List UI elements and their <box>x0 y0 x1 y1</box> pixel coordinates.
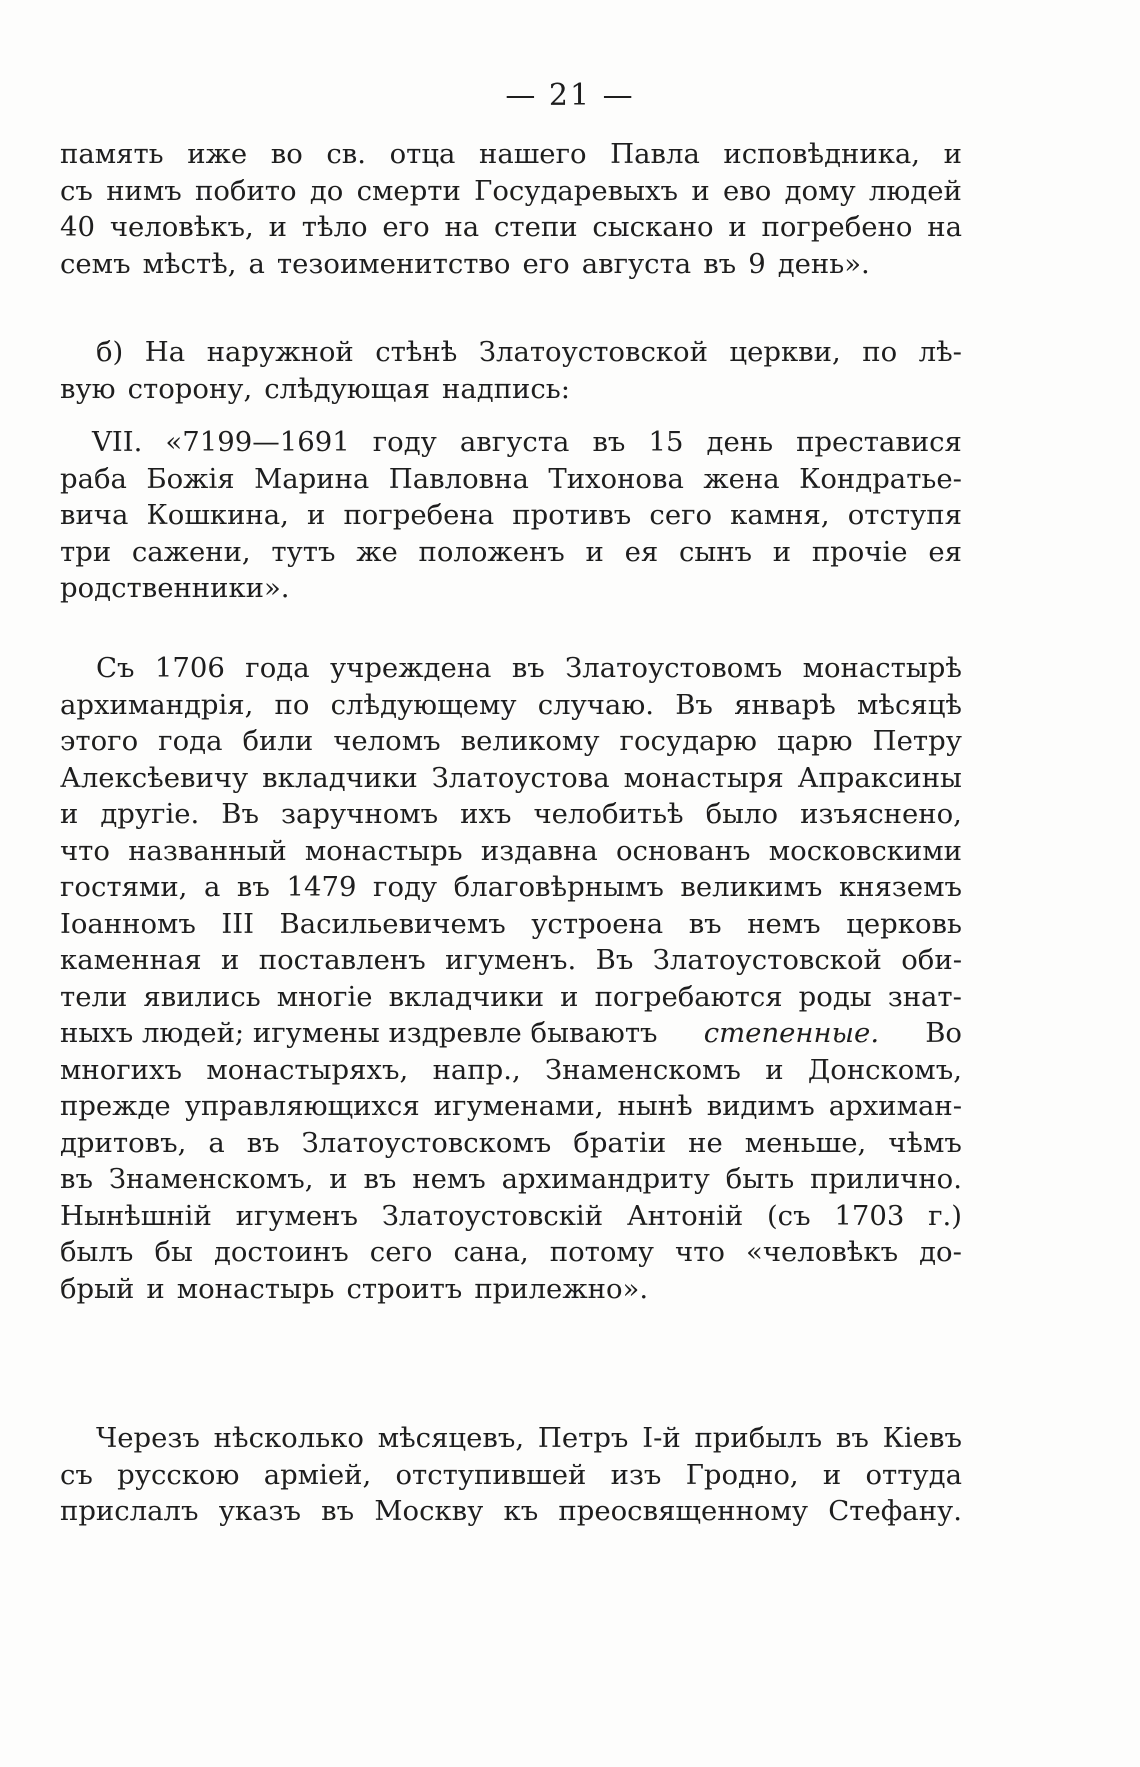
word: достоинъ <box>213 1236 349 1268</box>
word: прибылъ <box>694 1422 823 1454</box>
paragraph-1 <box>60 136 962 282</box>
word: сана, <box>453 1236 529 1268</box>
word: и <box>146 1272 165 1305</box>
word: оттуда <box>865 1458 962 1491</box>
word: 15 <box>648 426 684 458</box>
word: жена <box>703 462 780 495</box>
word: отца <box>389 138 456 170</box>
word: чѣмъ <box>888 1126 962 1159</box>
word: отступившей <box>395 1458 587 1491</box>
word: строитъ <box>346 1272 463 1305</box>
word: государю <box>619 725 757 757</box>
word: изъ <box>610 1458 662 1491</box>
word: сего <box>649 499 713 531</box>
word: быть <box>725 1163 795 1195</box>
word: года <box>245 652 310 684</box>
word: Антоній <box>626 1199 744 1232</box>
text-line <box>60 371 962 408</box>
word: Знаменскомъ <box>545 1053 741 1086</box>
word: церковь <box>846 907 962 940</box>
word: и <box>329 1163 348 1195</box>
word: и <box>221 944 240 976</box>
word: родственники». <box>60 572 290 604</box>
word: устроена <box>531 907 664 940</box>
word: и <box>822 1458 842 1491</box>
text-line <box>60 833 962 870</box>
word: челомъ <box>333 725 441 757</box>
word: Петру <box>872 725 962 757</box>
word: семъ <box>60 247 131 280</box>
word: раба <box>60 462 127 495</box>
text-line <box>60 534 962 571</box>
word: вую <box>60 372 116 405</box>
word: Кондратье- <box>799 462 962 495</box>
word: Знаменскомъ, <box>108 1163 314 1195</box>
word: архиман- <box>828 1090 962 1122</box>
word: Златоустовомъ <box>565 652 783 684</box>
word: сажени, <box>131 535 251 568</box>
word: основанъ <box>616 834 751 867</box>
word: гостями, <box>60 871 188 903</box>
word: братіи <box>573 1126 667 1159</box>
word: г.) <box>928 1199 962 1232</box>
word: его <box>382 211 430 243</box>
word: было <box>705 798 779 830</box>
word: потому <box>549 1236 654 1268</box>
word: нѣсколько <box>213 1422 364 1454</box>
word: и <box>307 499 326 531</box>
text-line <box>60 650 962 687</box>
word: ея <box>928 535 962 568</box>
word: челобитьѣ <box>533 798 684 830</box>
word: нашего <box>479 138 587 170</box>
word: били <box>242 725 314 757</box>
word: и <box>60 798 79 830</box>
word: отступя <box>847 499 962 531</box>
word: стѣнѣ <box>375 336 458 368</box>
word: и <box>560 980 579 1013</box>
word: тутъ <box>271 535 336 568</box>
word: русскою <box>117 1458 240 1491</box>
word: августа <box>459 426 570 458</box>
word: многихъ <box>60 1053 183 1086</box>
word: игуменами, <box>433 1090 604 1122</box>
word: сторону, <box>127 372 253 405</box>
text-line <box>60 497 962 534</box>
word: этого <box>60 725 139 757</box>
word: лѣ- <box>918 336 962 368</box>
text-line <box>60 246 962 283</box>
word: знат- <box>887 980 962 1013</box>
word: Москву <box>374 1495 484 1527</box>
word: въ <box>688 907 722 940</box>
text-line <box>60 760 962 797</box>
word: немъ <box>412 1163 486 1195</box>
word: по <box>274 688 310 721</box>
text-line <box>60 869 962 906</box>
word: Алексѣевичу <box>60 761 249 794</box>
word: Въ <box>595 944 634 976</box>
word: прислалъ <box>60 1495 199 1527</box>
word: архимандрія, <box>60 688 254 721</box>
word: году <box>373 871 438 903</box>
word: въ <box>835 1422 869 1454</box>
word: Златоустовской <box>652 944 882 976</box>
word: а <box>203 871 221 903</box>
word: игуменъ <box>235 1199 358 1232</box>
word: прежде <box>60 1090 171 1122</box>
word: Васильевичемъ <box>279 907 506 940</box>
word: церкви, <box>729 336 841 368</box>
word: въ <box>321 1495 355 1527</box>
word: монастыряхъ, <box>206 1053 409 1086</box>
word: ево <box>722 174 772 207</box>
text-line <box>60 796 962 833</box>
word: великому <box>460 725 600 757</box>
word: III <box>221 907 255 940</box>
word: противъ <box>512 499 632 531</box>
text-line <box>60 570 962 607</box>
text-segment: ныхъ людей; игумены издревле бываютъ <box>60 1017 658 1049</box>
word: человѣкъ, <box>109 211 254 243</box>
word: вича <box>60 499 129 531</box>
word: смерти <box>356 174 461 207</box>
word: издавна <box>480 834 598 867</box>
word: I-й <box>642 1422 681 1454</box>
word: и <box>728 211 747 243</box>
word: тели <box>60 980 128 1013</box>
word: погребено <box>761 211 913 243</box>
word: немъ <box>747 907 821 940</box>
text-line <box>60 942 962 979</box>
word: до- <box>919 1236 962 1268</box>
word: явились <box>143 980 261 1013</box>
word: Божія <box>146 462 235 495</box>
text-line <box>60 1234 962 1271</box>
word: изъяснено, <box>800 798 962 830</box>
text-line <box>60 906 962 943</box>
word: нынѣ <box>617 1090 693 1122</box>
word: царю <box>776 725 853 757</box>
word: архимандриту <box>501 1163 710 1195</box>
word: Златоустовской <box>478 336 708 368</box>
word: На <box>144 336 186 368</box>
word: великимъ <box>680 871 823 903</box>
word: и <box>268 211 287 243</box>
word: въ <box>511 652 545 684</box>
word: года <box>158 725 223 757</box>
word: нимъ <box>106 174 182 207</box>
word: погребаются <box>594 980 783 1013</box>
word: княземъ <box>838 871 962 903</box>
text-segment: Во <box>925 1017 962 1049</box>
word: Въ <box>221 798 259 830</box>
word: и <box>943 138 962 170</box>
word: Златоустовскій <box>381 1199 604 1232</box>
word: мѣсяцѣ <box>857 688 962 721</box>
italic-word: степенные. <box>703 1017 880 1049</box>
word: (съ <box>766 1199 811 1232</box>
word: многіе <box>276 980 373 1013</box>
word: въ <box>703 247 737 280</box>
word: погребена <box>343 499 495 531</box>
word: и <box>765 1053 784 1086</box>
word: съ <box>60 174 93 207</box>
word: благовѣрнымъ <box>453 871 664 903</box>
word: въ <box>60 1163 93 1195</box>
text-line-with-italic <box>60 1015 962 1052</box>
word: преставися <box>796 426 962 458</box>
word: августа <box>581 247 692 280</box>
word: сыскано <box>592 211 714 243</box>
word: году <box>372 426 437 458</box>
word: въ <box>363 1163 397 1195</box>
word: до <box>309 174 344 207</box>
word: Кошкина, <box>146 499 289 531</box>
word: и <box>691 174 710 207</box>
paragraph-4 <box>60 650 962 1307</box>
word: вкладчики <box>262 761 418 794</box>
word: прилично. <box>810 1163 962 1195</box>
word: «человѣкъ <box>746 1236 899 1268</box>
word: день». <box>777 247 870 280</box>
word: 1479 <box>286 871 357 903</box>
word: монастыря <box>623 761 784 794</box>
word: случаю. <box>537 688 655 721</box>
word: Кіевъ <box>882 1422 962 1454</box>
word: степи <box>494 211 578 243</box>
word: Златоустова <box>431 761 610 794</box>
word: по <box>862 336 898 368</box>
word: видимъ <box>706 1090 815 1122</box>
word: управляющихся <box>184 1090 420 1122</box>
word: что <box>60 834 110 867</box>
word: прилежно». <box>474 1272 649 1305</box>
word: оби- <box>901 944 962 976</box>
paragraph-3 <box>60 424 962 607</box>
word: монастырѣ <box>802 652 962 684</box>
word: въ <box>592 426 626 458</box>
word: положенъ <box>418 535 565 568</box>
paragraph-5 <box>60 1420 962 1530</box>
word: указъ <box>218 1495 301 1527</box>
word: сынъ <box>678 535 753 568</box>
word: слѣдующему <box>330 688 517 721</box>
word: наружной <box>206 336 354 368</box>
word: съ <box>60 1458 93 1491</box>
text-line <box>60 209 962 246</box>
word: и <box>772 535 792 568</box>
word: московскими <box>768 834 962 867</box>
word: преосвященному <box>558 1495 809 1527</box>
word: каменная <box>60 944 202 976</box>
word: былъ <box>60 1236 134 1268</box>
word: дритовъ, <box>60 1126 187 1159</box>
text-line <box>60 461 962 498</box>
text-line <box>60 1271 962 1308</box>
word: ея <box>624 535 659 568</box>
word: мѣсяцевъ, <box>377 1422 525 1454</box>
text-line <box>60 687 962 724</box>
word: къ <box>503 1495 539 1527</box>
word: не <box>688 1126 723 1159</box>
word: дому <box>784 174 856 207</box>
word: три <box>60 535 112 568</box>
word: Павла <box>610 138 700 170</box>
word: прочіе <box>811 535 908 568</box>
word: 40 <box>60 211 95 243</box>
word: монастырь <box>304 834 463 867</box>
word: побито <box>195 174 297 207</box>
word: бы <box>154 1236 193 1268</box>
word: напр., <box>432 1053 521 1086</box>
word: память <box>60 138 164 170</box>
text-line <box>60 1125 962 1162</box>
word: ихъ <box>460 798 512 830</box>
word: тѣло <box>301 211 368 243</box>
word: и <box>585 535 604 568</box>
word: 1703 <box>834 1199 905 1232</box>
word: тезоименитство <box>276 247 511 280</box>
word: Черезъ <box>96 1422 200 1454</box>
word: Гродно, <box>685 1458 799 1491</box>
paragraph-2 <box>60 334 962 407</box>
word: Стефану. <box>828 1495 962 1527</box>
word: на <box>444 211 480 243</box>
word: его <box>522 247 570 280</box>
word: брый <box>60 1272 135 1305</box>
word: другіе. <box>100 798 200 830</box>
word: св. <box>326 138 366 170</box>
page-number: — 21 — <box>505 78 635 113</box>
word: въ <box>246 1126 280 1159</box>
text-line <box>60 723 962 760</box>
text-line <box>60 424 962 461</box>
word: январѣ <box>734 688 836 721</box>
word: арміей, <box>263 1458 372 1491</box>
word: людей <box>868 174 962 207</box>
word: камня, <box>730 499 830 531</box>
word: а <box>248 247 265 280</box>
word: учреждена <box>329 652 492 684</box>
word: въ <box>236 871 270 903</box>
word: во <box>270 138 303 170</box>
word: меньше, <box>744 1126 867 1159</box>
word: же <box>356 535 398 568</box>
word: монастырь <box>176 1272 335 1305</box>
text-line <box>60 1420 962 1457</box>
word: иже <box>187 138 248 170</box>
text-line <box>60 1493 962 1530</box>
text-line <box>60 136 962 173</box>
word: Тихонова <box>548 462 684 495</box>
text-line <box>60 1161 962 1198</box>
word: роды <box>798 980 872 1013</box>
word: «7199—1691 <box>165 426 350 458</box>
word: мѣстѣ, <box>142 247 237 280</box>
word: надпись: <box>442 372 570 405</box>
word: Апраксины <box>797 761 962 794</box>
word: день <box>706 426 774 458</box>
word: Петръ <box>537 1422 629 1454</box>
word: 9 <box>748 247 766 280</box>
text-line <box>60 979 962 1016</box>
word: поставленъ <box>258 944 426 976</box>
word: Въ <box>675 688 713 721</box>
text-line <box>60 1457 962 1494</box>
word: исповѣдника, <box>723 138 921 170</box>
word: Марина <box>254 462 370 495</box>
word: сего <box>369 1236 433 1268</box>
word: а <box>208 1126 225 1159</box>
word: вкладчики <box>388 980 545 1013</box>
text-line <box>60 1198 962 1235</box>
word: VII. <box>92 426 143 458</box>
word: на <box>927 211 962 243</box>
word: Павловна <box>388 462 529 495</box>
word: что <box>675 1236 725 1268</box>
word: Нынѣшній <box>60 1199 212 1232</box>
word: Златоустовскомъ <box>301 1126 552 1159</box>
word: названный <box>128 834 287 867</box>
text-line <box>60 334 962 371</box>
text-line <box>60 1088 962 1125</box>
word: заручномъ <box>281 798 439 830</box>
text-line <box>60 173 962 210</box>
word: игуменъ. <box>445 944 577 976</box>
word: Донскомъ, <box>807 1053 962 1086</box>
word: Съ <box>96 652 135 684</box>
word: Іоанномъ <box>60 907 196 940</box>
word: Государевыхъ <box>474 174 679 207</box>
text-line <box>60 1052 962 1089</box>
word: 1706 <box>154 652 225 684</box>
word: слѣдующая <box>264 372 431 405</box>
word: б) <box>96 336 124 368</box>
